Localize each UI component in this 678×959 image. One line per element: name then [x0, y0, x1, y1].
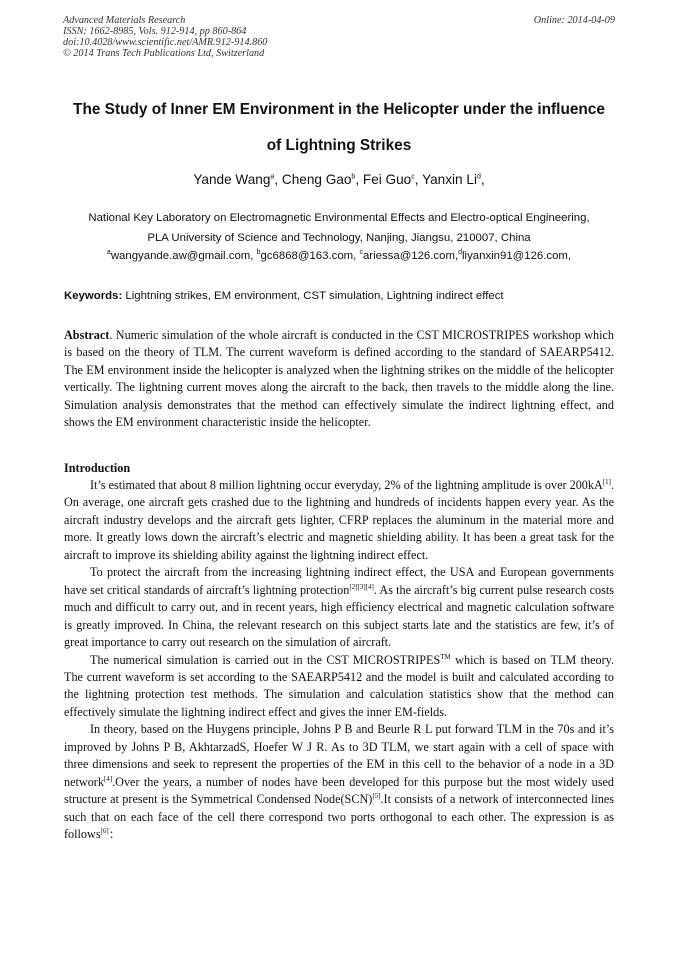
paragraph: The numerical simulation is carried out in the CST MICROSTRIPES™ which is based on TLM theory. The current waveform is set according to the SAEARP5412 and the model is built and calculated according to the lightning protection test methods. The simulation and calculation statistics show that the method can effectively simulate the lightning indirect effect and gives the inner EM-fields.	[64, 652, 614, 719]
paragraph: To protect the aircraft from the increasing lightning indirect effect, the USA and European governments have set critical standards of aircraft’s lightning protection[2][3][4]. As the aircraft’s big current pulse research costs much and difficult to carry out, and in recent years, high efficiency electrical and magnetic calculation software is greatly improved. In China, the relevant research on this subject starts late and the statistics are few, it’s of great importance to carry out research on the simulation of aircraft.	[64, 565, 614, 650]
affiliation	[40, 208, 638, 248]
citation[interactable]: [4]	[103, 774, 113, 783]
trademark: TM	[440, 652, 451, 661]
journal-name: Advanced Materials Research	[63, 15, 186, 26]
citation[interactable]: [1]	[602, 477, 611, 486]
email-list: $^a$wangyande.aw@gmail.com, $^b$gc6868@163.com, $^c$ariessa@126.com,$^d$liyanxin91@126.com,	[106, 249, 572, 262]
keywords-label: Keywords:	[64, 290, 123, 302]
online-date: Online: 2014-04-09	[533, 15, 615, 26]
author: Yanxin Li$^d$,	[422, 172, 485, 187]
copyright-line: © 2014 Trans Tech Publications Ltd, Switzerland	[63, 48, 265, 59]
keywords-text: Lightning strikes, EM environment, CST simulation, Lightning indirect effect	[122, 290, 504, 302]
author: Yande Wang$^a$,	[193, 172, 282, 187]
introduction-body	[64, 477, 614, 844]
citation[interactable]: [5]	[372, 792, 381, 801]
author: Cheng Gao$^b$,	[281, 172, 363, 187]
author: Fei Guo$^c$,	[362, 172, 423, 187]
citation[interactable]: [6]	[100, 827, 109, 835]
abstract	[64, 327, 614, 432]
email-link[interactable]: liyanxin91@126.com,	[462, 250, 572, 262]
affiliation-line-1: National Key Laboratory on Electromagnetic Environmental Effects and Electro-optical Engineering,	[88, 212, 590, 224]
abstract-text: . Numeric simulation of the whole aircraft is conducted in the CST MICROSTRIPES workshop which is based on the theory of TLM. The current waveform is defined according to the standard of SAEARP5412. The EM environment inside the helicopter is analyzed when the lightning strikes on the middle of the helicopter vertically. The lightning current moves along the aircraft to the back, then travels to the middle along the line. Simulation analysis demonstrates that the method can effectively simulate the indirect lightning effect, and shows the EM environment characteristic inside the helicopter.	[64, 328, 614, 430]
paragraph: In theory, based on the Huygens principle, Johns P B and Beurle R L put forward TLM in the 70s and it’s improved by Johns P B, AkhtarzadS, Hoefer W J R. As to 3D TLM, we start again with a cell of space with three dimensions and seek to represent the properties of the EM in this cell to the behavior of a node in a 3D network[4].Over the years, a number of nodes have been developed for this purpose but the most widely used structure at present is the Symmetrical Condensed Node(SCN)[5].It consists of a network of interconnected lines such that on each face of the cell there correspond two ports orthogonal to each other. The expression is as follows[6]：	[64, 722, 614, 842]
doi-line: doi:10.4028/www.scientific.net/AMR.912-914.860	[63, 37, 268, 48]
title-line-2: of Lightning Strikes	[266, 137, 412, 154]
title-line-1: The Study of Inner EM Environment in the Helicopter under the influence	[73, 101, 605, 118]
affiliation-line-2: PLA University of Science and Technology, Nanjing, Jiangsu, 210007, China	[147, 232, 531, 244]
paper-title	[40, 92, 638, 164]
issn-line: ISSN: 1662-8985, Vols. 912-914, pp 860-864	[63, 26, 247, 37]
journal-header	[63, 15, 615, 59]
keywords	[64, 290, 618, 302]
section-heading-introduction: Introduction	[64, 461, 131, 475]
abstract-label: Abstract	[64, 328, 110, 342]
author-list	[40, 172, 638, 187]
email-link[interactable]: ariessa@126.com,	[362, 250, 459, 262]
email-link[interactable]: wangyande.aw@gmail.com,	[110, 250, 257, 262]
paragraph: It’s estimated that about 8 million lightning occur everyday, 2% of the lightning amplitude is over 200kA[1]. On average, one aircraft gets crashed due to the lightning and hundreds of incidents happen every year. As the aircraft industry develops and the aircraft gets lighter, CFRP replaces the aluminum in the material more and more. It greatly lows down the aircraft’s electric and magnetic shielding ability. It has been a great task for the aircraft to improve its shielding ability against the lightning indirect effect.	[64, 477, 614, 562]
citation[interactable]: [2][3][4]	[349, 582, 374, 591]
email-link[interactable]: gc6868@163.com,	[260, 250, 360, 262]
